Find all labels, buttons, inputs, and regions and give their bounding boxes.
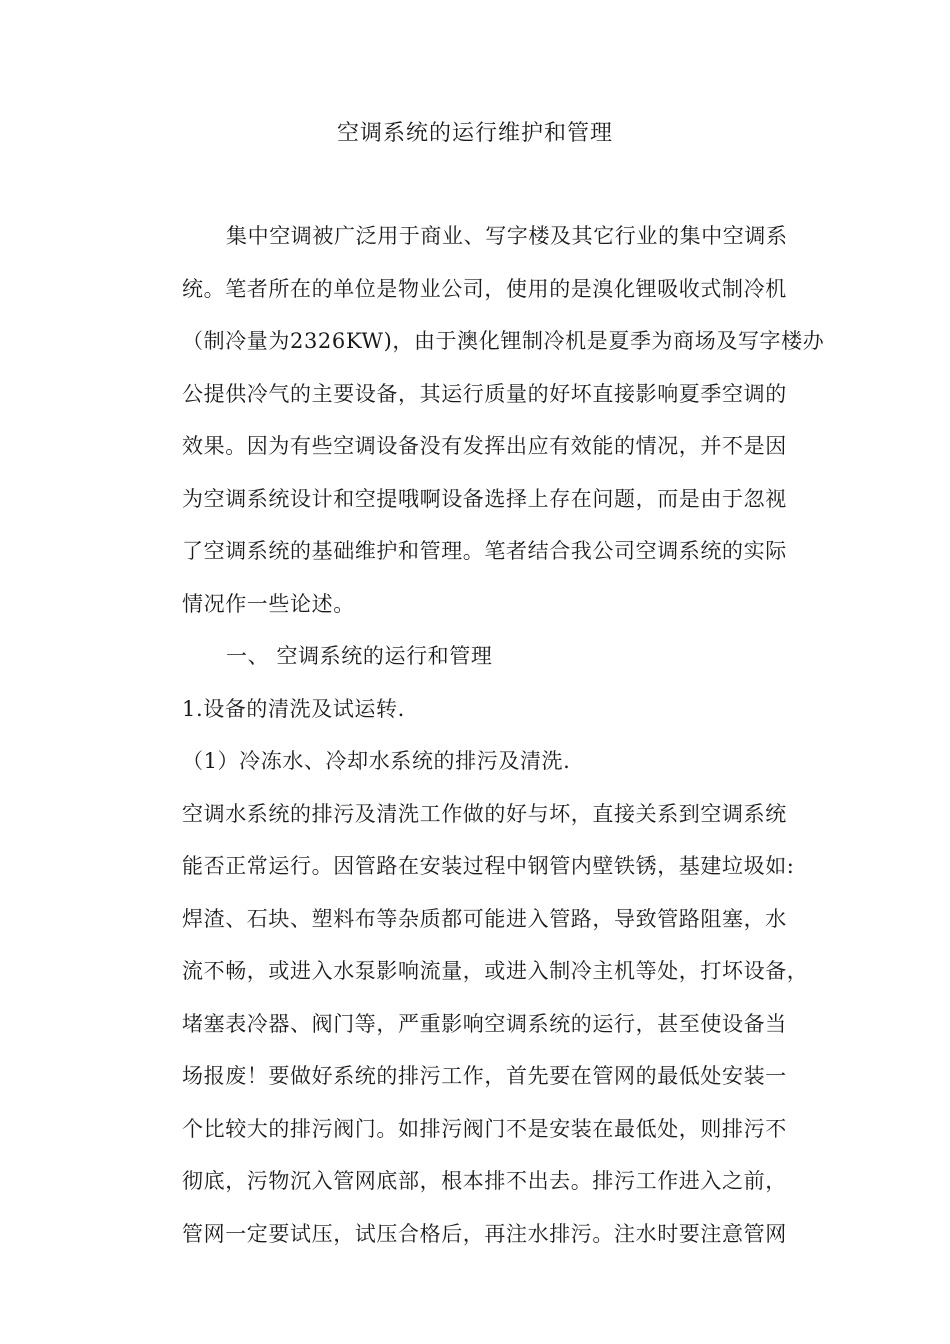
subsubsection-heading: （1）冷冻水、冷却水系统的排污及清洗. bbox=[182, 749, 571, 773]
paragraph-line: 效果。因为有些空调设备没有发挥出应有效能的情况，并不是因 bbox=[182, 434, 787, 458]
paragraph-line: 流不畅，或进入水泵影响流量，或进入制冷主机等处，打坏设备， bbox=[182, 959, 809, 983]
paragraph-line: 公提供冷气的主要设备，其运行质量的好坏直接影响夏季空调的 bbox=[182, 381, 787, 406]
paragraph-line: 情况作一些论述。 bbox=[182, 591, 355, 616]
paragraph-line: 堵塞表冷器、阀门等，严重影响空调系统的运行，甚至使设备当 bbox=[182, 1011, 787, 1036]
paragraph-line: 管网一定要试压，试压合格后，再注水排污。注水时要注意管网 bbox=[182, 1221, 787, 1246]
paragraph-line: 空调水系统的排污及清洗工作做的好与坏，直接关系到空调系统 bbox=[182, 801, 787, 826]
section-heading: 一、 空调系统的运行和管理 bbox=[226, 644, 493, 668]
paragraph-line: （制冷量为2326KW)，由于澳化锂制冷机是夏季为商场及写字楼办 bbox=[182, 329, 825, 353]
paragraph-line: 焊渣、石块、塑料布等杂质都可能进入管路，导致管路阻塞，水 bbox=[182, 906, 787, 931]
paragraph-line: 集中空调被广泛用于商业、写字楼及其它行业的集中空调系 bbox=[226, 224, 788, 248]
paragraph-line: 统。笔者所在的单位是物业公司，使用的是溴化锂吸收式制冷机 bbox=[182, 276, 787, 301]
document-body bbox=[182, 216, 832, 1266]
paragraph-line: 了空调系统的基础维护和管理。笔者结合我公司空调系统的实际 bbox=[182, 539, 787, 563]
paragraph-line: 为空调系统设计和空提哦啊设备选择上存在问题，而是由于忽视 bbox=[182, 486, 787, 511]
document-title: 空调系统的运行维护和管理 bbox=[336, 121, 613, 146]
paragraph-line: 场报废！要做好系统的排污工作，首先要在管网的最低处安装一 bbox=[182, 1064, 787, 1088]
subsection-heading: 1.设备的清洗及试运转. bbox=[182, 696, 405, 721]
paragraph-line: 个比较大的排污阀门。如排污阀门不是安装在最低处，则排污不 bbox=[182, 1116, 787, 1141]
paragraph-line: 能否正常运行。因管路在安装过程中钢管内壁铁锈，基建垃圾如: bbox=[182, 854, 795, 878]
paragraph-line: 彻底，污物沉入管网底部，根本排不出去。排污工作进入之前， bbox=[182, 1169, 787, 1193]
